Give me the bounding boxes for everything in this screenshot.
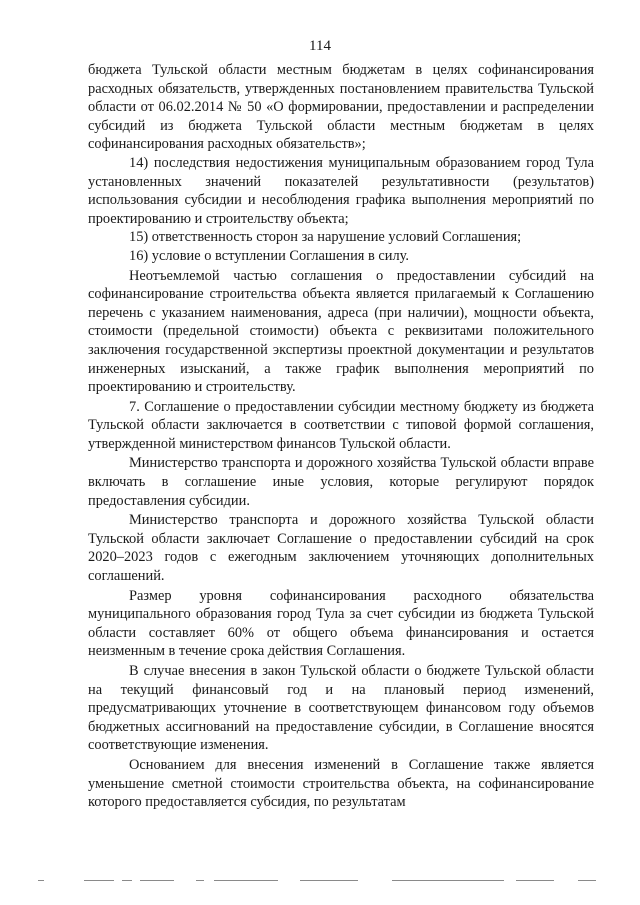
paragraph-budget-changes: В случае внесения в закон Тульской области о бюджете Тульской области на текущий финансовый год и на плановый период изменений, предусматривающих уточнение в соответствующем финансовом году объемов бюджетных ассигнований на предоставление субсидии, в Соглашение вносятся соответствующие изменения.: [88, 663, 594, 754]
paragraph-cofinancing-level: Размер уровня софинансирования расходного обязательства муниципального образования город Тула за счет субсидии из бюджета Тульской области составляет 60% от общего объема финансирования и остается неизменным в течение срока действия Соглашения.: [88, 587, 594, 660]
scan-artifact-marks: [0, 880, 640, 890]
document-body: [88, 61, 594, 812]
paragraph-integral-part: Неотъемлемой частью соглашения о предоставлении субсидий на софинансирование строительства объекта является прилагаемый к Соглашению перечень с указанием наименования, адреса (при наличии), мощности объекта, стоимости (предельной стоимости) объекта с реквизитами положительного заключения государственной экспертизы проектной документации и результатов инженерных изысканий, а также график выполнения мероприятий по проектированию и строительству.: [88, 267, 594, 396]
paragraph-continuation: бюджета Тульской области местным бюджетам в целях софинансирования расходных обязательств, утвержденных постановлением правительства Тульской области от 06.02.2014 № 50 «О формировании, предоставлении и распределении субсидий из бюджета Тульской области местным бюджетам в целях софинансирования расходных обязательств»;: [88, 62, 594, 153]
page-number: 114: [309, 38, 331, 54]
paragraph-item-15: 15) ответственность сторон за нарушение условий Соглашения;: [129, 229, 522, 246]
paragraph-item-14: 14) последствия недостижения муниципальным образованием город Тула установленных значений показателей результативности (результатов) использования субсидии и несоблюдения графика выполнения мероприятий по проектированию и строительству объекта;: [88, 154, 594, 227]
paragraph-ministry-rights: Министерство транспорта и дорожного хозяйства Тульской области вправе включать в соглашение иные условия, которые регулируют порядок предоставления субсидии.: [88, 455, 594, 509]
paragraph-change-basis: Основанием для внесения изменений в Соглашение также является уменьшение сметной стоимости строительства объекта, на софинансирование которого предоставляется субсидия, по результатам: [88, 756, 594, 811]
paragraph-section-7: 7. Соглашение о предоставлении субсидии местному бюджету из бюджета Тульской области заключается в соответствии с типовой формой соглашения, утвержденной министерством финансов Тульской области.: [88, 398, 594, 452]
paragraph-item-16: 16) условие о вступлении Соглашения в силу.: [129, 247, 410, 264]
paragraph-agreement-term: Министерство транспорта и дорожного хозяйства Тульской области Тульской области заключает Соглашение о предоставлении субсидий на срок 2020–2023 годов с ежегодным заключением уточняющих дополнительных соглашений.: [88, 512, 594, 585]
